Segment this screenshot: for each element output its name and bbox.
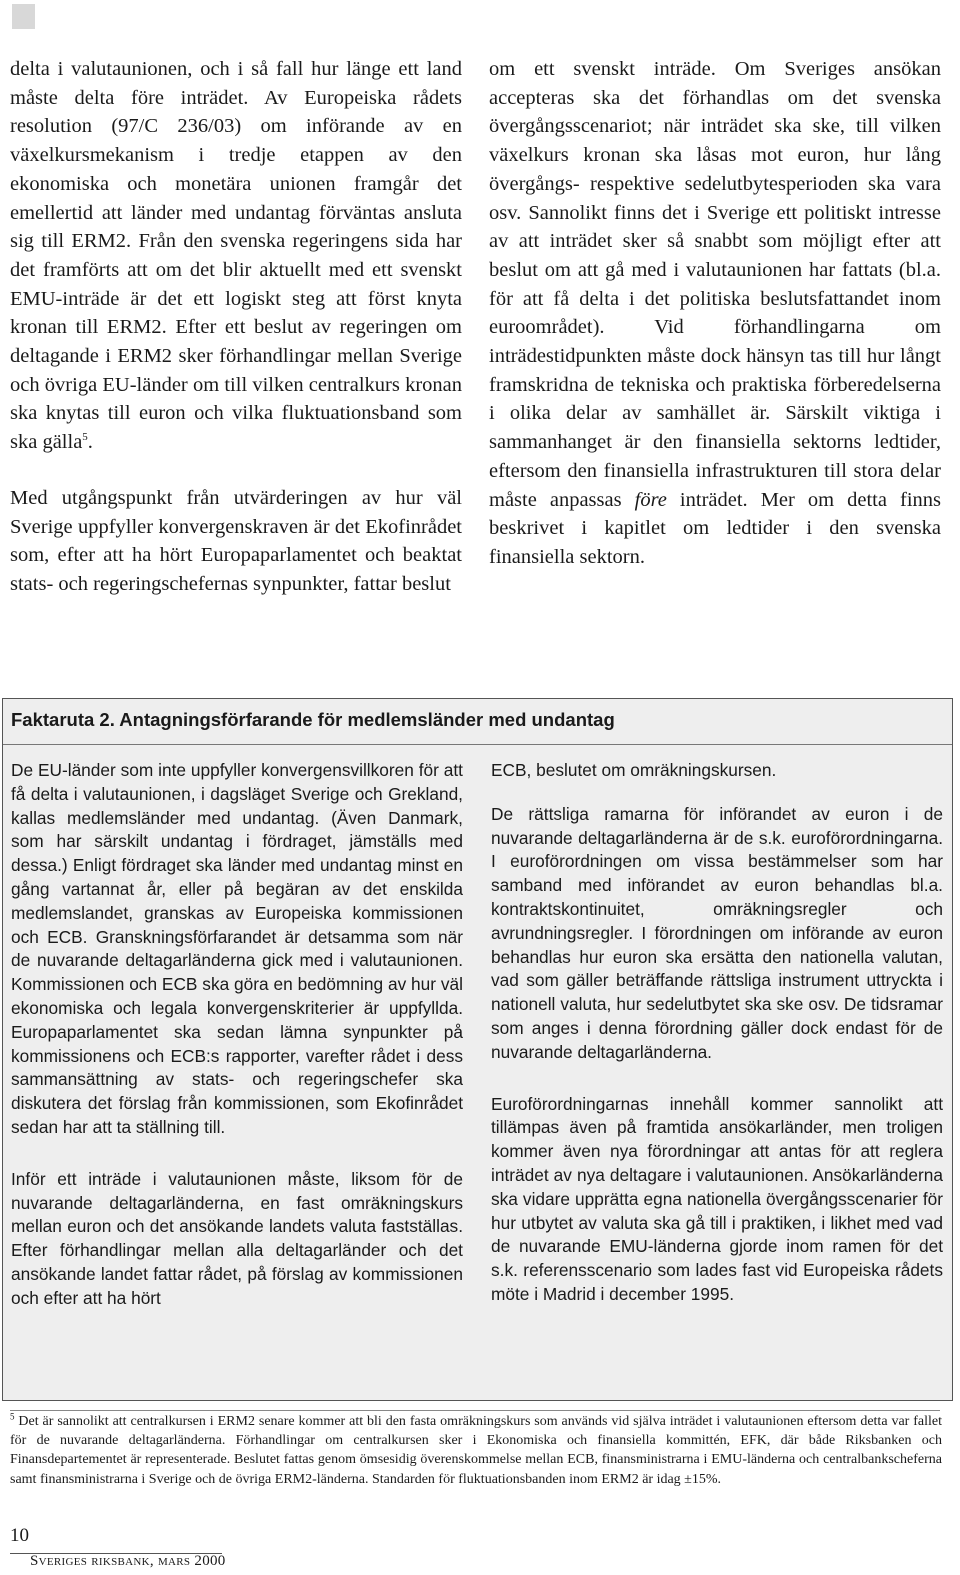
body-column-left: [10, 55, 462, 599]
footnote-marker: 5: [10, 1411, 15, 1422]
fact-paragraph: Inför ett inträde i valutaunionen måste, liksom för de nuvarande deltagarländerna, en fast omräkningskurs mellan euron och det ansökande landets valuta fastställas. Efter förhandlingar mellan alla deltagarländer och det ansökande landet fattar rådet, på förslag av kommissionen och efter att ha hört: [11, 1168, 463, 1308]
running-footer: [30, 1553, 226, 1570]
footnote: $^5$ Det är sannolikt att centralkursen i ERM2 senare kommer att bli den fasta omräkningskurs som används vid själva inträdet i valutaunionen eftersom detta var fallet för de nuvarande deltagarländerna. Förhandlingar om centralkursen sker i Ekonomiska och finansiella kommittén, EFK, där både Riksbanken och Finansdepartementet är representerade. Beslutet fattas genom ömsesidig överenskommelse mellan ECB, finansministrarna i EMU-länderna och centralbankscheferna samt finansministrarna i Sverige och de övriga ERM2-länderna. Standarden för fluktuationsbanden inom ERM2 är idag ±15%.: [10, 1411, 942, 1487]
fact-box-divider: [3, 744, 952, 745]
body-paragraph: om ett svenskt inträde. Om Sveriges ansökan accepteras ska det förhandlas om det svenska övergångsscenariot; när inträdet ska ske, till vilken växelkurs kronan ska låsas mot euron, hur lång övergångs- respektive sedelutbytesperioden ska vara osv. Sannolikt finns det i Sverige ett politiskt intresse av att inträdet sker så snabbt som möjligt efter att beslut om att gå med i valutaunionen har fattats (bl.a. för att få delta i det politiska beslutsfattandet inom euroområdet). Vid förhandlingarna om inträdestidpunkten måste dock hänsyn tas till hur långt framskridna de tekniska och praktiska förberedelserna i olika delar av samhället är. Särskilt viktiga i sammanhanget är den finansiella sektorns ledtider, eftersom den finansiella infrastrukturen till stora delar måste anpassas före inträdet. Mer om detta finns beskrivet i kapitlet om ledtider i den svenska finansiella sektorn.: [489, 58, 941, 568]
fact-box-column-right: [491, 759, 943, 1307]
body-column-right: [489, 55, 941, 572]
page-number: 10: [10, 1525, 29, 1546]
fact-paragraph: De EU-länder som inte uppfyller konvergensvillkoren för att få delta i valutaunionen, i dagsläget Sverige och Grekland, kallas medlemsländer med undantag. (Även Danmark, som har särskilt undantag i fördraget, jämställs med dessa.) Enligt fördraget ska länder med undantag minst en gång vartannat år, eller på begäran av det enskilda medlemslandet, granskas av Europeiska kommissionen och ECB. Granskningsförfarandet är detsamma som när de nuvarande deltagarländerna gick med i valutaunionen. Kommissionen och ECB ska göra en bedömning av hur väl ekonomiska och legala konvergenskriterier är uppfyllda. Europaparlamentet ska sedan lämna synpunkter på kommissionens och ECB:s rapporter, varefter rådet i dess sammansättning av stats- och regeringschefer ska diskutera det förslag från kommissionen, som Ekofinrådet sedan har att ta ställning till.: [11, 760, 463, 1137]
fact-box-title: Faktaruta 2. Antagningsförfarande för medlemsländer med undantag: [11, 709, 615, 730]
emphasis-text: före: [634, 488, 667, 511]
publication-date: , mars 2000: [149, 1553, 226, 1569]
footnote-reference[interactable]: 5: [82, 431, 88, 444]
fact-box-column-left: [11, 759, 463, 1311]
publication-name: Sveriges riksbank: [30, 1553, 150, 1569]
body-paragraph: delta i valutaunionen, och i så fall hur länge ett land måste delta före inträdet. Av Europeiska rådets resolution (97/C 236/03) om införande av en växelkursmekanism i tredje etappen av den ekonomiska och monetära unionen framgår det emellertid att länder med undantag förväntas ansluta sig till ERM2. Från den svenska regeringens sida har det framförts att om det blir aktuellt med ett svenskt EMU-inträde är det ett logiskt steg att först knyta kronan till ERM2. Efter ett beslut av regeringen om deltagande i ERM2 sker förhandlingar mellan Sverige och övriga EU-länder om till vilken centralkurs kronan ska knytas till euron och vilka fluktuationsband som ska gälla$^5$.: [10, 58, 462, 454]
fact-box: [2, 698, 953, 1401]
fact-paragraph: De rättsliga ramarna för införandet av euron i de nuvarande deltagarländerna är de s.k. euroförordningarna. I euroförordningen om vissa bestämmelser som har samband med införandet av euron behandlas bl.a. kontraktskontinuitet, omräkningsregler och avrundningsregler. I förordningen om införande av euron behandlas hur euron ska ersätta den nationella valutan, vad som gäller beträffande rättsliga instrument uttryckta i nationell valuta, hur sedelutbytet ska ske osv. De tidsramar som anges i denna förordning gäller dock endast för de nuvarande deltagarländerna.: [491, 803, 943, 1062]
body-paragraph: Med utgångspunkt från utvärderingen av hur väl Sverige uppfyller konvergenskraven är det Ekofinrådet som, efter att ha hört Europaparlamentet och beaktat stats- och regeringschefernas synpunkter, fattar beslut: [10, 486, 462, 595]
footnote-divider: [10, 1410, 940, 1411]
corner-mark: [12, 4, 35, 29]
fact-paragraph: Euroförordningarnas innehåll kommer sannolikt att tillämpas även på framtida ansökarländer, men troligen kommer även nya förordningar att antas för att reglera inträdet av nya deltagare i valutaunionen. Ansökarländerna ska vidare upprätta egna nationella övergångsscenarier för hur utbytet av valuta ska gå till i praktiken, i likhet med vad de nuvarande EMU-länderna gjorde inom ramen för det s.k. referensscenario som lades fast vid Europeiska rådets möte i Madrid i december 1995.: [491, 1093, 943, 1304]
fact-paragraph: ECB, beslutet om omräkningskursen.: [491, 760, 777, 780]
